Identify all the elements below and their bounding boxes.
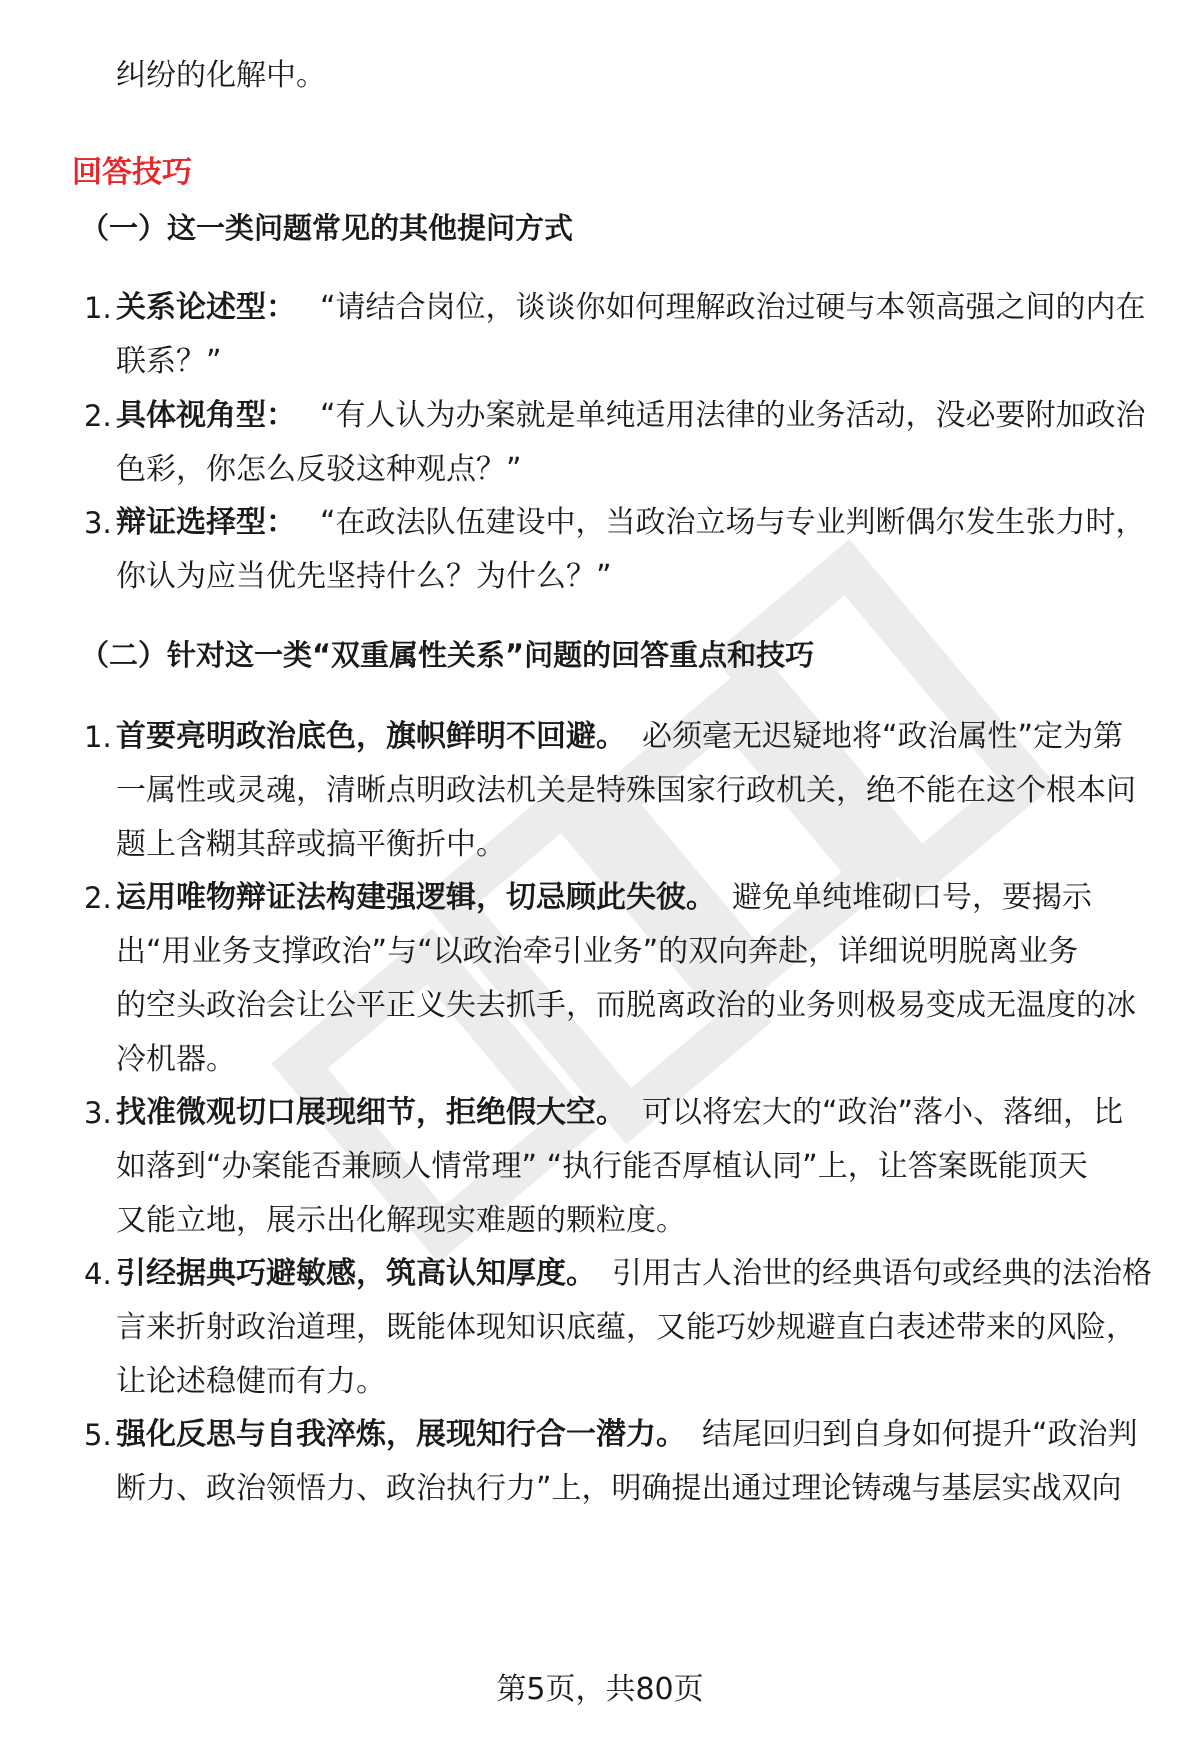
list-item-number: 5. (84, 1418, 112, 1452)
list-item (116, 503, 1146, 543)
list-item-text: 可以将宏大的“政治”落小、落细，比 (642, 1095, 1124, 1130)
list-item (116, 288, 1146, 328)
list-item-label: 辩证选择型： (116, 505, 296, 540)
list-item-bold: 首要亮明政治底色，旗帜鲜明不回避。 (116, 719, 626, 754)
list-item-bold: 找准微观切口展现细节，拒绝假大空。 (116, 1095, 626, 1130)
list-item-text: 一属性或灵魂，清晰点明政法机关是特殊国家行政机关，绝不能在这个根本问 (116, 773, 1136, 808)
part2-title: （二）针对这一类“双重属性关系”问题的回答重点和技巧 (80, 638, 815, 672)
page-number-footer: 第5页，共80页 (496, 1672, 704, 1707)
list-item-text: 如落到“办案能否兼顾人情常理” “执行能否厚植认同”上，让答案既能顶天 (116, 1149, 1088, 1184)
list-item-number: 3. (84, 1096, 112, 1130)
list-item-bold: 运用唯物辩证法构建强逻辑，切忌顾此失彼。 (116, 880, 716, 915)
list-item-text: 又能立地，展示出化解现实难题的颗粒度。 (116, 1203, 686, 1238)
list-item-text: 避免单纯堆砌口号，要揭示 (732, 880, 1092, 915)
list-item-text: 的空头政治会让公平正义失去抓手，而脱离政治的业务则极易变成无温度的冰 (116, 988, 1136, 1023)
list-item-number: 3. (84, 506, 112, 540)
list-item-bold: 引经据典巧避敏感，筑高认知厚度。 (116, 1256, 596, 1291)
list-item-text: “有人认为办案就是单纯适用法律的业务活动，没必要附加政治 (320, 398, 1146, 433)
list-item-text: 断力、政治领悟力、政治执行力”上，明确提出通过理论铸魂与基层实战双向 (116, 1471, 1122, 1506)
list-item-text: 题上含糊其辞或搞平衡折中。 (116, 827, 506, 862)
part1-title: （一）这一类问题常见的其他提问方式 (80, 211, 574, 245)
list-item-text: 必须毫无迟疑地将“政治属性”定为第 (642, 719, 1124, 754)
list-item-label: 具体视角型： (116, 398, 296, 433)
list-item-text: “在政法队伍建设中，当政治立场与专业判断偶尔发生张力时， (320, 505, 1146, 540)
list-item-text: 冷机器。 (116, 1042, 236, 1077)
list-item-text: “请结合岗位，谈谈你如何理解政治过硬与本领高强之间的内在 (320, 290, 1146, 325)
list-item-number: 1. (84, 291, 112, 325)
list-item-text: 让论述稳健而有力。 (116, 1364, 386, 1399)
list-item (116, 878, 1092, 918)
list-item-number: 2. (84, 881, 112, 915)
list-item-text: 你认为应当优先坚持什么？为什么？” (116, 559, 612, 594)
list-item-bold: 强化反思与自我淬炼，展现知行合一潜力。 (116, 1417, 686, 1452)
list-item-number: 1. (84, 720, 112, 754)
list-item-text: 色彩，你怎么反驳这种观点？” (116, 452, 522, 487)
list-item (116, 717, 1123, 757)
list-item (116, 1093, 1123, 1133)
list-item-text: 言来折射政治道理，既能体现知识底蕴，又能巧妙规避直白表述带来的风险， (116, 1310, 1136, 1345)
section-title: 回答技巧 (72, 155, 192, 190)
list-item-number: 4. (84, 1257, 112, 1291)
list-item-label: 关系论述型： (116, 290, 296, 325)
list-item (116, 1415, 1138, 1455)
list-item-text: 出“用业务支撑政治”与“以政治牵引业务”的双向奔赴，详细说明脱离业务 (116, 934, 1079, 969)
list-item-number: 2. (84, 399, 112, 433)
list-item-text: 结尾回归到自身如何提升“政治判 (702, 1417, 1138, 1452)
list-item (116, 1254, 1152, 1294)
intro-tail-text: 纠纷的化解中。 (116, 58, 326, 93)
list-item (116, 396, 1146, 436)
list-item-text: 联系？” (116, 344, 222, 379)
list-item-text: 引用古人治世的经典语句或经典的法治格 (612, 1256, 1152, 1291)
